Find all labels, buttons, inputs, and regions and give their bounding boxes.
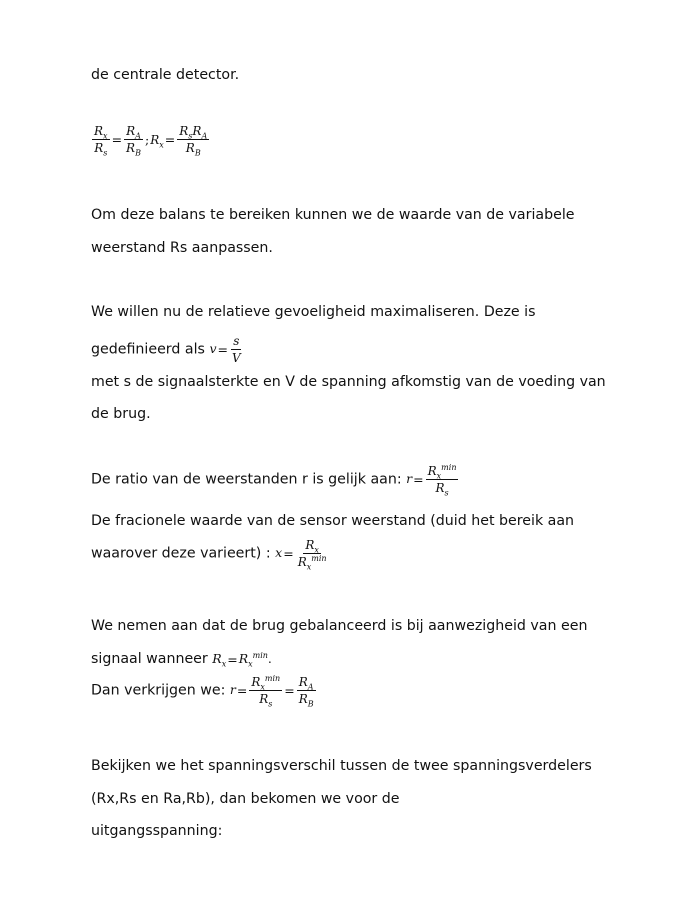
paragraph-line: uitgangsspanning: [91, 823, 223, 839]
paragraph-line: (Rx,Rs en Ra,Rb), dan bekomen we voor de [91, 791, 400, 807]
paragraph-line: met s de signaalsterkte en V de spanning afkomstig van de voeding van [91, 374, 606, 390]
semicolon: ; [144, 132, 150, 147]
paragraph-line-with-math: Dan verkrijgen we: r= $\frac{R_x^{min}}{R_s}$ = $\frac{R_A}{R_B}$ [91, 674, 317, 707]
fractional-value-formula: x= $\frac{R_x}{R_x^{min}}$ [275, 538, 327, 572]
sensitivity-formula: v= $\frac{s}{V}$ [209, 334, 241, 365]
balance-equation: $\frac{R_x}{R_s}$ = $\frac{R_A}{R_B}$ $;R_x=$ $\frac{R_sR_A}{R_B}$ [94, 124, 208, 158]
paragraph-line: Om deze balans te bereiken kunnen we de waarde van de variabele [91, 207, 575, 223]
paragraph-line: De fracionele waarde van de sensor weerstand (duid het bereik aan [91, 513, 575, 529]
paragraph-line: We nemen aan dat de brug gebalanceerd is bij aanwezigheid van een [91, 618, 588, 634]
paragraph-line: de brug. [91, 406, 151, 422]
paragraph-line-with-math: signaal wanneer $R_x=R_x^{min}$. [91, 650, 272, 669]
equals-sign: = [111, 132, 123, 147]
fraction-rx-rs: $\frac{R_x}{R_s}$ [94, 124, 108, 158]
fraction-ra-rb: $\frac{R_A}{R_B}$ [126, 124, 141, 158]
ratio-formula: r= $\frac{R_x^{min}}{R_s}$ [406, 463, 457, 498]
paragraph-line: Bekijken we het spanningsverschil tussen de twee spanningsverdelers [91, 758, 592, 774]
ratio-result-formula: r= $\frac{R_x^{min}}{R_s}$ = $\frac{R_A}{R_B}$ [229, 674, 314, 709]
paragraph-line-with-math: waarover deze varieert) : x= $\frac{R_x}{R_x^{min}}$ [91, 538, 330, 569]
balance-condition: $R_x=R_x^{min}$. [212, 650, 272, 669]
paragraph-line-with-math: gedefinieerd als v= $\frac{s}{V}$ [91, 334, 244, 365]
equals-sign: = [164, 132, 176, 147]
paragraph-line: We willen nu de relatieve gevoeligheid maximaliseren. Deze is [91, 304, 536, 320]
paragraph-line-with-math: De ratio van de weerstanden r is gelijk aan: r= $\frac{R_x^{min}}{R_s}$ [91, 464, 459, 495]
fraction-rsra-rb: $\frac{R_sR_A}{R_B}$ [179, 124, 208, 158]
paragraph-line: weerstand Rs aanpassen. [91, 240, 273, 256]
paragraph-line: de centrale detector. [91, 67, 240, 83]
